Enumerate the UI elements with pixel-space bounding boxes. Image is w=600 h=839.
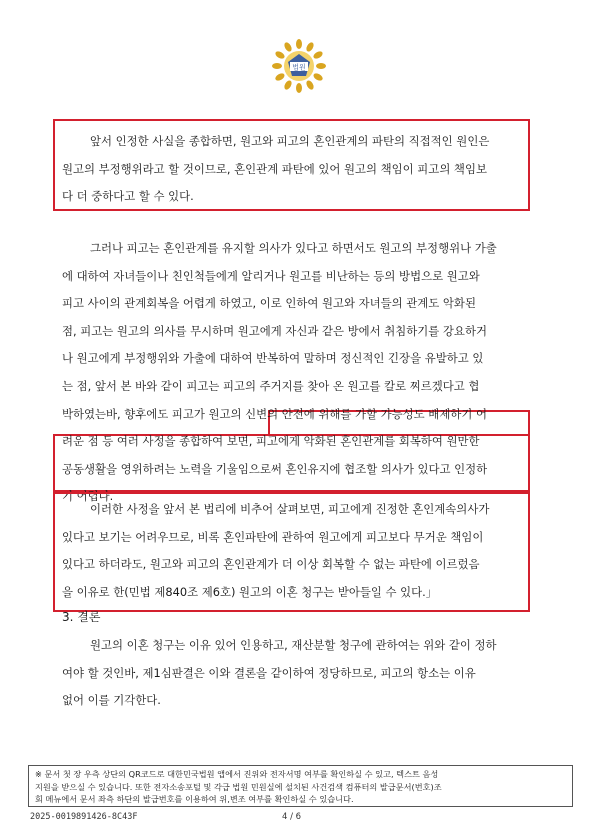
paragraph-line: 다 더 중하다고 할 수 있다. [62,189,194,204]
paragraph-line: 그러나 피고는 혼인관계를 유지할 의사가 있다고 하면서도 원고의 부정행위나 가출 [90,241,497,255]
paragraph-line: 여야 할 것인바, 제1심판결은 이와 결론을 같이하여 정당하므로, 피고의 항소는 이유 [62,665,476,680]
paragraph-line: 없어 이를 기각한다. [62,693,161,708]
notice-line: 지원을 받으실 수 있습니다. 또한 전자소송포털 및 각급 법원 민원실에 설치된 사건검색 컴퓨터의 발급문서(번호)조 [35,781,442,792]
paragraph-line: 피고 사이의 관계회복을 어렵게 하였고, 이로 인하여 원고와 자녀들의 관계도 악화된 [62,296,476,311]
paragraph-line: 이러한 사정을 앞서 본 법리에 비추어 살펴보면, 피고에게 진정한 혼인계속의사가 [90,502,490,516]
paragraph-line: 려운 점 등 여러 사정을 종합하여 보면, 피고에게 악화된 혼인관계를 회복하여 원만한 [62,434,480,449]
paragraph-line: 을 이유로 한(민법 제840조 제6호) 원고의 이혼 청구는 받아들일 수 있다.」 [62,584,438,599]
paragraph-line: 에 대하여 자녀들이나 친인척들에게 알리거나 원고를 비난하는 등의 방법으로 원고와 [62,268,480,283]
paragraph-line: 기 어렵다. [62,489,114,504]
paragraph-line: 앞서 인정한 사실을 종합하면, 원고와 피고의 혼인관계의 파탄의 직접적인 원인은 [90,134,490,148]
verification-notice [28,765,573,807]
paragraph-line: 원고의 부정행위라고 할 것이므로, 혼인관계 파탄에 있어 원고의 책임이 피고의 책임보 [62,161,487,176]
notice-line: ※ 문서 첫 장 우측 상단의 QR코드로 대한민국법원 앱에서 진위와 전자서명 여부를 확인하실 수 있고, 텍스트 음성 [35,769,439,779]
notice-line: 회 메뉴에서 문서 좌측 하단의 발급번호를 이용하여 위,변조 여부를 확인하실 수 있습니다. [35,794,354,805]
paragraph-line: 원고의 이혼 청구는 이유 있어 인용하고, 재산분할 청구에 관하여는 위와 같이 정하 [90,638,497,652]
paragraph-4 [62,632,522,715]
paragraph-line: 는 점, 앞서 본 바와 같이 피고는 피고의 주거지를 찾아 온 원고를 칼로 찌르겠다고 협 [62,378,480,393]
page-number: 4 / 6 [282,812,302,822]
paragraph-line: 있다고 보기는 어려우므로, 비록 혼인파탄에 관하여 원고에게 피고보다 무거운 책임이 [62,529,484,544]
paragraph-line: 점, 피고는 원고의 의사를 무시하며 원고에게 자신과 같은 방에서 취침하기를 강요하거 [62,323,487,338]
paragraph-line: 공동생활을 영위하려는 노력을 기울임으로써 혼인유지에 협조할 의사가 있다고 인정하 [62,461,488,476]
paragraph-line: 박하였는바, 향후에도 피고가 원고의 신변의 안전에 위해를 가할 가능성도 배제하기 어 [62,406,487,421]
paragraph-2 [62,235,522,511]
paragraph-line: 나 원고에게 부정행위와 가출에 대하여 반복하여 말하며 정신적인 긴장을 유발하고 있 [62,351,484,366]
paragraph-3 [62,496,522,606]
paragraph-line: 있다고 하더라도, 원고와 피고의 혼인관계가 더 이상 회복할 수 없는 파탄에 이르렀음 [62,557,480,572]
issue-number: 2025-0019891426-8C43F [30,812,138,822]
court-emblem-icon [269,38,329,94]
section-heading: 3. 결론 [62,610,101,624]
svg-text:법원: 법원 [292,63,306,72]
paragraph-1 [62,128,522,211]
